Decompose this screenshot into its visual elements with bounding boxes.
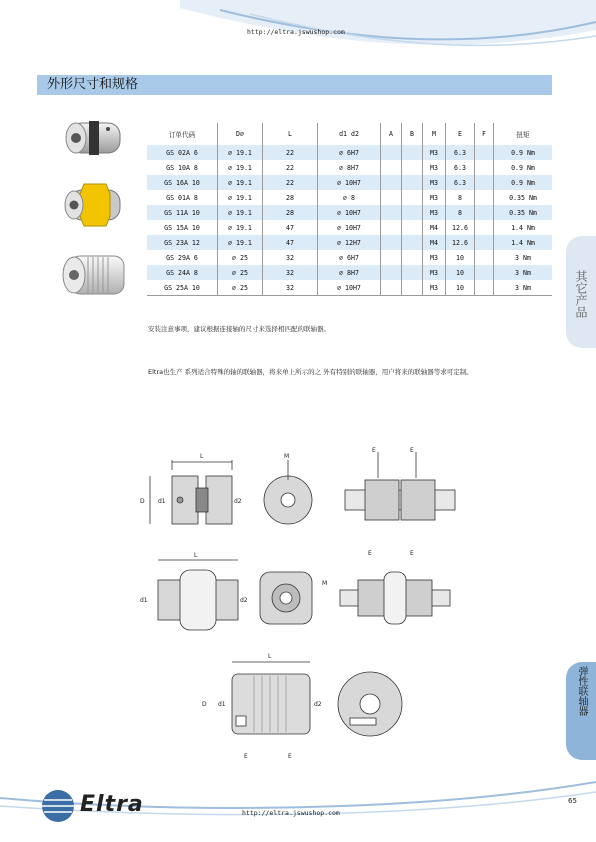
dim-E-2b: E <box>410 550 414 557</box>
coupling-image-bellows <box>58 244 132 306</box>
cell-M-text: M3 <box>430 148 438 157</box>
cell-L-text: 47 <box>286 238 294 247</box>
cell-d <box>318 160 381 175</box>
cell-F <box>475 235 494 250</box>
cell-L <box>263 190 318 205</box>
drawing-1-side-view <box>140 453 242 524</box>
cell-D-text: ⌀ 19.1 <box>228 178 252 187</box>
cell-M-text: M3 <box>430 193 438 202</box>
dim-D-1: D <box>140 498 145 505</box>
cell-d <box>318 205 381 220</box>
table-row <box>147 220 552 235</box>
cell-A <box>381 190 402 205</box>
cell-E <box>446 235 475 250</box>
cell-code <box>147 145 218 160</box>
cell-L-text: 32 <box>286 253 294 262</box>
cell-D <box>218 265 263 280</box>
cell-d <box>318 190 381 205</box>
drawing-2-end-view <box>260 572 327 624</box>
cell-M <box>423 190 446 205</box>
coupling-image-metal <box>62 107 128 165</box>
cell-D <box>218 235 263 250</box>
cell-d-text: ⌀ 8H7 <box>339 268 359 277</box>
cell-M-text: M4 <box>430 238 438 247</box>
side-tab-coupling-label: 弹性联轴器 <box>576 666 587 716</box>
cell-d-text: ⌀ 10H7 <box>337 178 361 187</box>
cell-E-text: 8 <box>458 208 462 217</box>
table-row <box>147 250 552 265</box>
cell-B <box>402 175 423 190</box>
cell-M <box>423 220 446 235</box>
cell-A <box>381 145 402 160</box>
cell-L <box>263 265 318 280</box>
page-number: 65 <box>568 797 577 805</box>
cell-D-text: ⌀ 19.1 <box>228 163 252 172</box>
cell-d <box>318 220 381 235</box>
dim-M-2: M <box>322 580 328 587</box>
cell-E-text: 12.6 <box>452 238 468 247</box>
cell-d-text: ⌀ 8 <box>343 193 355 202</box>
dim-E-1b: E <box>410 447 414 454</box>
cell-L-text: 22 <box>286 163 294 172</box>
cell-M-text: M4 <box>430 223 438 232</box>
cell-D-text: ⌀ 25 <box>232 283 248 292</box>
side-tab-coupling[interactable] <box>566 662 596 760</box>
cell-torque <box>494 250 553 265</box>
drawing-2-section-view <box>340 550 450 624</box>
cell-E <box>446 220 475 235</box>
cell-code-text: GS 11A 10 <box>164 208 200 217</box>
cell-D <box>218 190 263 205</box>
cell-D-text: ⌀ 25 <box>232 253 248 262</box>
dim-L-2: L <box>194 552 198 559</box>
col-header-E: E <box>446 123 475 145</box>
cell-B <box>402 220 423 235</box>
cell-d-text: ⌀ 6H7 <box>339 253 359 262</box>
cell-F <box>475 190 494 205</box>
cell-torque <box>494 190 553 205</box>
cell-d <box>318 175 381 190</box>
cell-D <box>218 220 263 235</box>
drawing-1-end-view <box>264 453 312 524</box>
cell-L <box>263 160 318 175</box>
dim-L-3: L <box>268 653 272 660</box>
cell-E-text: 6.3 <box>454 178 466 187</box>
cell-L <box>263 205 318 220</box>
cell-B <box>402 145 423 160</box>
table-row <box>147 145 552 160</box>
cell-D <box>218 145 263 160</box>
cell-code <box>147 280 218 296</box>
cell-D <box>218 280 263 296</box>
cell-F <box>475 220 494 235</box>
cell-E-text: 6.3 <box>454 163 466 172</box>
table-row <box>147 190 552 205</box>
cell-L-text: 47 <box>286 223 294 232</box>
cell-E-text: 12.6 <box>452 223 468 232</box>
cell-L-text: 28 <box>286 193 294 202</box>
cell-A <box>381 235 402 250</box>
coupling-image-yellow <box>60 176 130 232</box>
cell-d <box>318 280 381 296</box>
cell-code-text: GS 02A 6 <box>166 148 198 157</box>
cell-M <box>423 175 446 190</box>
cell-A <box>381 175 402 190</box>
dim-L-1: L <box>200 453 204 460</box>
cell-d-text: ⌀ 12H7 <box>337 238 361 247</box>
cell-d-text: ⌀ 10H7 <box>337 283 361 292</box>
cell-torque <box>494 220 553 235</box>
header-url[interactable]: http://eltra.jswushop.com <box>247 28 345 36</box>
col-header-D: D∅ <box>218 123 263 145</box>
cell-L <box>263 235 318 250</box>
side-tab-other-products[interactable] <box>566 236 596 348</box>
spec-table-body <box>147 145 552 296</box>
cell-M-text: M3 <box>430 163 438 172</box>
table-row <box>147 280 552 296</box>
cell-code <box>147 205 218 220</box>
cell-A <box>381 160 402 175</box>
cell-M-text: M3 <box>430 268 438 277</box>
cell-L-text: 22 <box>286 148 294 157</box>
cell-code-text: GS 24A 8 <box>166 268 198 277</box>
footer-brand[interactable] <box>40 788 170 824</box>
spec-table <box>147 123 552 296</box>
table-row <box>147 265 552 280</box>
cell-D-text: ⌀ 19.1 <box>228 148 252 157</box>
cell-torque <box>494 175 553 190</box>
cell-D <box>218 160 263 175</box>
cell-code-text: GS 01A 8 <box>166 193 198 202</box>
cell-d <box>318 265 381 280</box>
cell-torque-text: 0.9 Nm <box>511 148 535 157</box>
cell-torque <box>494 205 553 220</box>
cell-M-text: M3 <box>430 208 438 217</box>
cell-F <box>475 175 494 190</box>
cell-D-text: ⌀ 19.1 <box>228 193 252 202</box>
cell-E <box>446 190 475 205</box>
cell-torque <box>494 235 553 250</box>
cell-torque <box>494 280 553 296</box>
col-header-d: d1 d2 <box>318 123 381 145</box>
cell-code-text: GS 29A 6 <box>166 253 198 262</box>
table-row <box>147 160 552 175</box>
dim-d1-1: d1 <box>158 498 166 505</box>
cell-E <box>446 280 475 296</box>
cell-L <box>263 175 318 190</box>
cell-E-text: 10 <box>456 283 464 292</box>
dim-E-3a: E <box>244 753 248 760</box>
cell-D <box>218 250 263 265</box>
cell-A <box>381 265 402 280</box>
cell-D-text: ⌀ 19.1 <box>228 238 252 247</box>
cell-D-text: ⌀ 19.1 <box>228 223 252 232</box>
cell-d-text: ⌀ 10H7 <box>337 223 361 232</box>
cell-B <box>402 190 423 205</box>
cell-E-text: 6.3 <box>454 148 466 157</box>
col-header-code: 订单代码 <box>168 131 196 139</box>
cell-M <box>423 235 446 250</box>
cell-torque-text: 3 Nm <box>515 253 531 262</box>
cell-M-text: M3 <box>430 283 438 292</box>
cell-L <box>263 250 318 265</box>
cell-M-text: M3 <box>430 178 438 187</box>
cell-code <box>147 265 218 280</box>
cell-M <box>423 250 446 265</box>
dim-E-1a: E <box>372 447 376 454</box>
drawing-3-side-view <box>202 653 322 760</box>
cell-F <box>475 205 494 220</box>
col-header-M: M <box>423 123 446 145</box>
cell-D <box>218 175 263 190</box>
eltra-globe-icon <box>40 788 76 824</box>
cell-code <box>147 160 218 175</box>
cell-torque-text: 1.4 Nm <box>511 223 535 232</box>
table-header-row <box>147 123 552 145</box>
cell-code-text: GS 23A 12 <box>164 238 200 247</box>
dim-d1-3: d1 <box>218 701 226 708</box>
cell-d-text: ⌀ 10H7 <box>337 208 361 217</box>
cell-F <box>475 250 494 265</box>
drawing-1-section-view <box>345 447 455 520</box>
drawing-3-end-view <box>338 672 402 736</box>
cell-F <box>475 265 494 280</box>
cell-code <box>147 250 218 265</box>
cell-E <box>446 205 475 220</box>
cell-torque-text: 1.4 Nm <box>511 238 535 247</box>
cell-E-text: 10 <box>456 253 464 262</box>
table-row <box>147 205 552 220</box>
dim-d2-3: d2 <box>314 701 322 708</box>
cell-M <box>423 160 446 175</box>
col-header-B: B <box>402 123 423 145</box>
cell-A <box>381 220 402 235</box>
section-title-bar: 外形尺寸和规格 <box>37 75 552 95</box>
col-header-torque: 扭矩 <box>494 123 553 145</box>
cell-F <box>475 145 494 160</box>
technical-drawings <box>120 440 470 780</box>
cell-code <box>147 175 218 190</box>
cell-A <box>381 280 402 296</box>
side-tab-other-label: 其它产品 <box>574 270 588 318</box>
cell-M <box>423 205 446 220</box>
dim-d1-2: d1 <box>140 597 148 604</box>
dim-D-3: D <box>202 701 207 708</box>
cell-code-text: GS 15A 10 <box>164 223 200 232</box>
cell-code-text: GS 10A 8 <box>166 163 198 172</box>
dim-M-1: M <box>284 453 290 460</box>
cell-code-text: GS 25A 10 <box>164 283 200 292</box>
install-note: 安装注意事项，建议根据连接轴的尺寸来选择相匹配的联轴器。 <box>148 325 330 333</box>
drawing-2-side-view <box>140 552 248 630</box>
cell-d <box>318 250 381 265</box>
cell-B <box>402 160 423 175</box>
cell-d-text: ⌀ 8H7 <box>339 163 359 172</box>
cell-M <box>423 280 446 296</box>
dim-E-3b: E <box>288 753 292 760</box>
cell-F <box>475 280 494 296</box>
dim-d2-2: d2 <box>240 597 248 604</box>
cell-A <box>381 250 402 265</box>
table-row <box>147 235 552 250</box>
cell-torque-text: 0.35 Nm <box>509 193 537 202</box>
cell-B <box>402 265 423 280</box>
cell-D-text: ⌀ 19.1 <box>228 208 252 217</box>
cell-torque <box>494 265 553 280</box>
col-header-L: L <box>263 123 318 145</box>
cell-L <box>263 280 318 296</box>
cell-torque <box>494 160 553 175</box>
cell-torque-text: 3 Nm <box>515 283 531 292</box>
dim-d2-1: d2 <box>234 498 242 505</box>
cell-D <box>218 205 263 220</box>
brand-wordmark: Eltra <box>80 792 144 817</box>
cell-B <box>402 280 423 296</box>
dim-E-2a: E <box>368 550 372 557</box>
cell-torque-text: 0.9 Nm <box>511 163 535 172</box>
cell-d <box>318 145 381 160</box>
cell-E <box>446 160 475 175</box>
cell-code-text: GS 16A 10 <box>164 178 200 187</box>
table-row <box>147 175 552 190</box>
cell-D-text: ⌀ 25 <box>232 268 248 277</box>
cell-E <box>446 250 475 265</box>
cell-L <box>263 145 318 160</box>
cell-torque-text: 3 Nm <box>515 268 531 277</box>
custom-note: Eltra也生产 系列适合特殊的轴的联轴器，将来单上所示的之 外有特别的联轴器，用户将来的联轴器等求可定制。 <box>148 368 473 376</box>
cell-B <box>402 235 423 250</box>
header-wave-decoration <box>0 0 596 72</box>
cell-M <box>423 145 446 160</box>
cell-M <box>423 265 446 280</box>
cell-A <box>381 205 402 220</box>
cell-L-text: 28 <box>286 208 294 217</box>
cell-M-text: M3 <box>430 253 438 262</box>
cell-torque-text: 0.35 Nm <box>509 208 537 217</box>
cell-E <box>446 145 475 160</box>
cell-E-text: 8 <box>458 193 462 202</box>
cell-L-text: 32 <box>286 283 294 292</box>
cell-code <box>147 220 218 235</box>
cell-B <box>402 250 423 265</box>
col-header-F: F <box>475 123 494 145</box>
cell-L-text: 22 <box>286 178 294 187</box>
cell-F <box>475 160 494 175</box>
cell-d <box>318 235 381 250</box>
cell-E-text: 10 <box>456 268 464 277</box>
cell-L-text: 32 <box>286 268 294 277</box>
cell-torque <box>494 145 553 160</box>
cell-E <box>446 265 475 280</box>
cell-code <box>147 190 218 205</box>
col-header-A: A <box>381 123 402 145</box>
cell-code <box>147 235 218 250</box>
cell-torque-text: 0.9 Nm <box>511 178 535 187</box>
cell-E <box>446 175 475 190</box>
footer-url[interactable]: http://eltra.jswushop.com <box>242 809 340 817</box>
cell-L <box>263 220 318 235</box>
cell-B <box>402 205 423 220</box>
cell-d-text: ⌀ 6H7 <box>339 148 359 157</box>
